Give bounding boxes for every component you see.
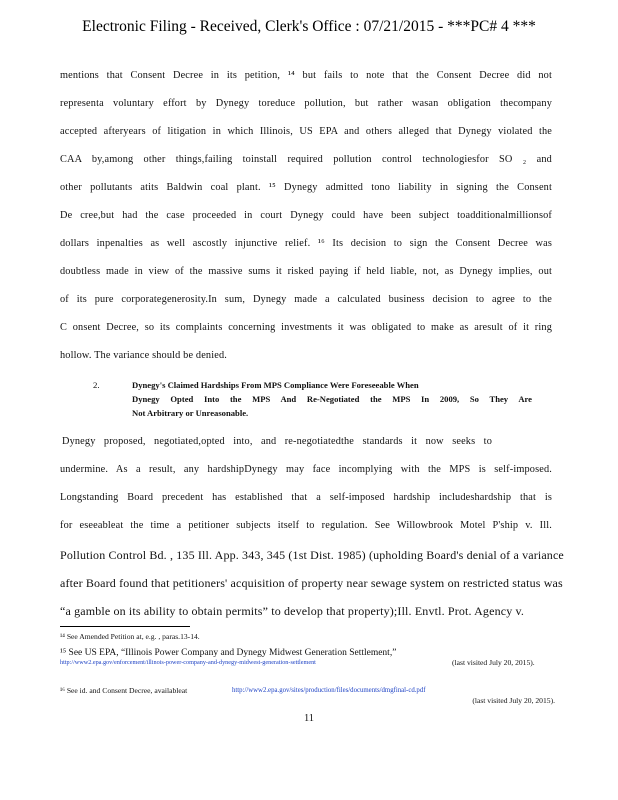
section-heading-line: Dynegy's Claimed Hardships From MPS Compliance Were Foreseeable When [132, 380, 419, 390]
body-line: CAA by,among other things,failing toinstall required pollution control technologiesfor SO ₂ and [60, 154, 552, 165]
body-line: accepted afteryears of litigation in which Illinois, US EPA and others alleged that Dynegy violated the [60, 126, 552, 137]
body-line: Longstanding Board precedent has established that a self-imposed hardship includeshardship that is [60, 492, 552, 503]
body-line: for eseeableat the time a petitioner subjects itself to regulation. See Willowbrook Motel P'ship v. Ill. [60, 520, 552, 531]
footnote-16-visited: (last visited July 20, 2015). [472, 696, 555, 705]
section-heading-line: Not Arbitrary or Unreasonable. [132, 408, 249, 418]
footnote-15-visited: (last visited July 20, 2015). [452, 658, 535, 667]
body-line: “a gamble on its ability to obtain permits” to develop that property);Ill. Envtl. Prot. Agency v. [60, 604, 525, 618]
body-line: other pollutants atits Baldwin coal plant. ¹⁵ Dynegy admitted tono liability in signing the Consent [60, 182, 552, 193]
footnote-15-link[interactable]: http://www2.epa.gov/enforcement/illinois-power-company-and-dynegy-midwest-generation-settlement [60, 659, 316, 666]
footnote-15 [60, 648, 552, 668]
body-line: dollars inpenalties as well ascostly injunctive relief. ¹⁶ Its decision to sign the Consent Decree was [60, 238, 552, 249]
body-line: of its pure corporategenerosity.In sum, Dynegy made a calculated business decision to agree to the [60, 294, 552, 305]
body-line: C onsent Decree, so its complaints concerning investments it was obligated to make as aresult of it ring [60, 322, 552, 333]
body-line: representa voluntary effort by Dynegy toreduce pollution, but rather wasan obligation thecompany [60, 98, 552, 109]
body-line: after Board found that petitioners' acquisition of property near sewage system on restricted status was [60, 576, 563, 590]
footnote-16-link[interactable]: http://www2.epa.gov/sites/production/files/documents/dmgfinal-cd.pdf [232, 687, 426, 694]
footnote-15-text: ¹⁵ See US EPA, “Illinois Power Company and Dynegy Midwest Generation Settlement,” [60, 648, 397, 658]
footnote-16 [60, 686, 555, 706]
footnote-16-text: ¹⁶ See id. and Consent Decree, availableat [60, 686, 188, 695]
body-line: doubtless made in view of the massive sums it risked paying if held liable, not, as Dynegy implies, out [60, 266, 552, 277]
footnote-divider [60, 626, 190, 627]
section-heading-line: Dynegy Opted Into the MPS And Re-Negotiated the MPS In 2009, So They Are [132, 394, 532, 404]
body-line: mentions that Consent Decree in its petition, ¹⁴ but fails to note that the Consent Decree did not [60, 70, 552, 81]
page-number: 11 [303, 713, 315, 724]
body-line: hollow. The variance should be denied. [60, 350, 227, 361]
body-line: De cree,but had the case proceeded in court Dynegy could have been subject toadditionalmillionsof [60, 210, 552, 221]
section-number: 2. [93, 380, 100, 390]
body-line: Dynegy proposed, negotiated,opted into, and re-negotiatedthe standards it now seeks to [62, 436, 492, 447]
body-line: undermine. As a result, any hardshipDynegy may face incomplying with the MPS is self-imposed. [60, 464, 552, 475]
body-line: Pollution Control Bd. , 135 Ill. App. 343, 345 (1st Dist. 1985) (upholding Board's denial of a variance [60, 548, 564, 562]
filing-header: Electronic Filing - Received, Clerk's Office : 07/21/2015 - ***PC# 4 *** [82, 18, 536, 35]
footnote-14: ¹⁴ See Amended Petition at, e.g. , paras.13-14. [60, 632, 200, 641]
